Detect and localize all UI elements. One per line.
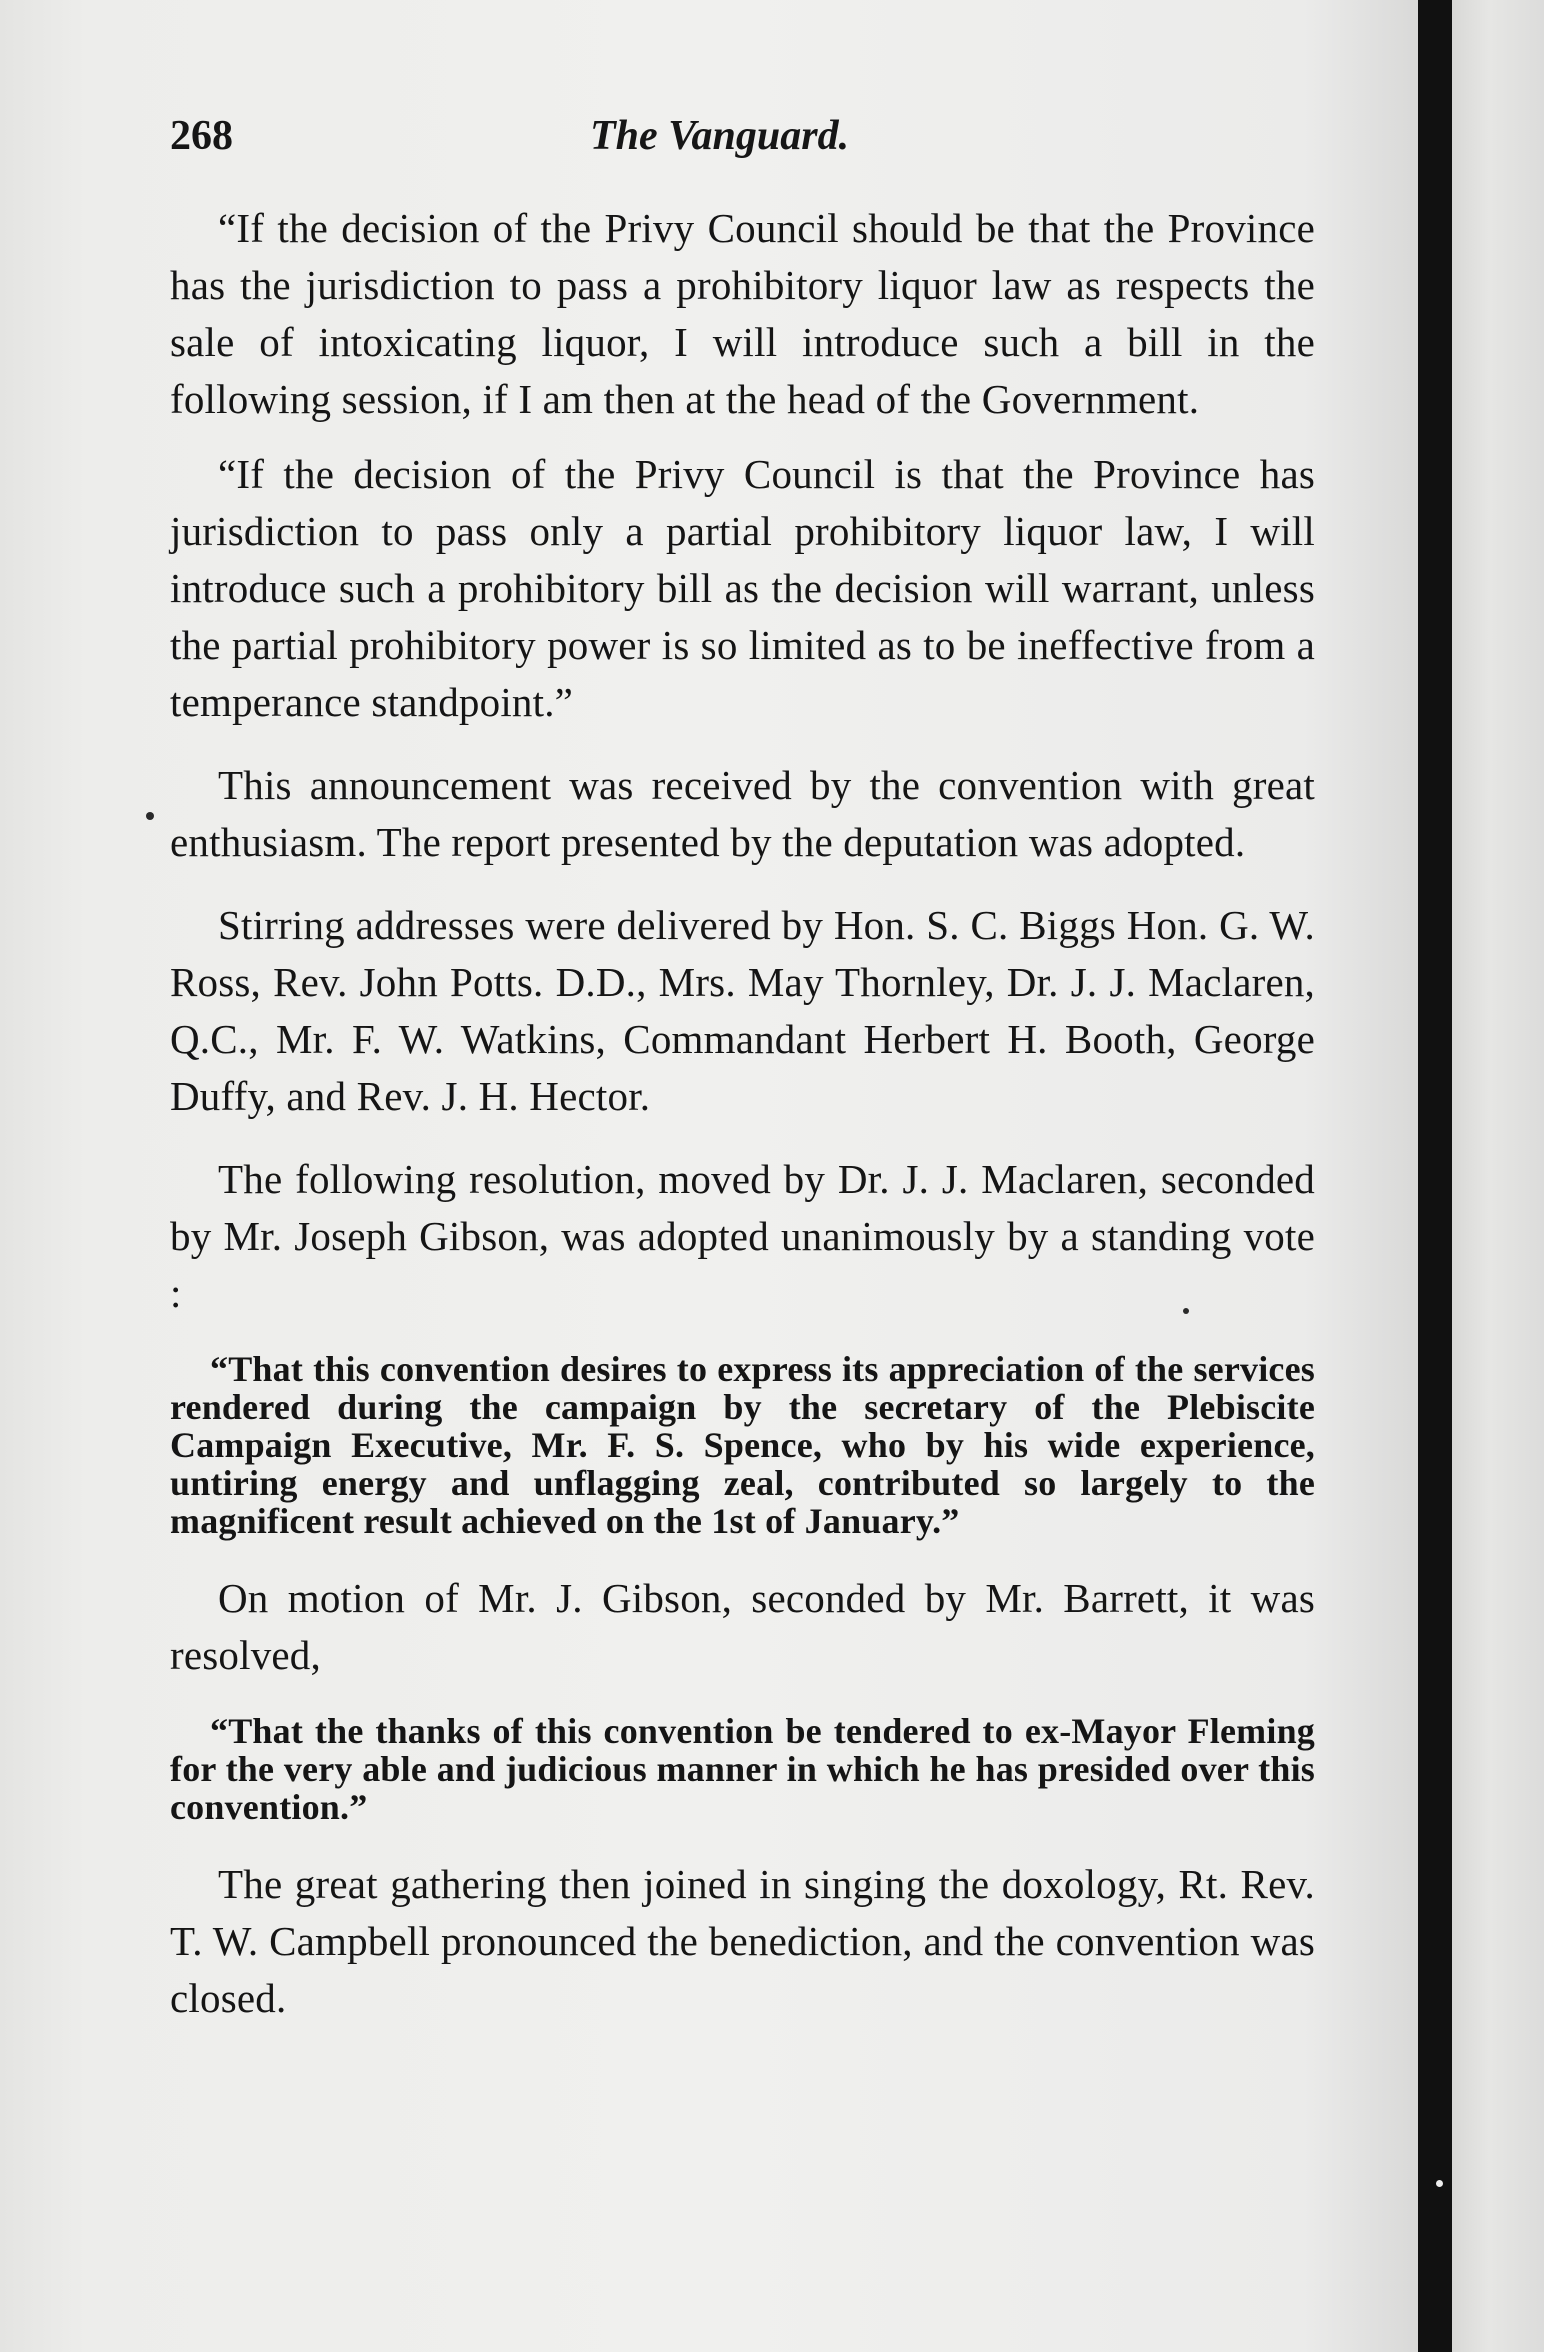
resolution-intro-paragraph: The following resolution, moved by Dr. J. J. Maclaren, seconded by Mr. Joseph Gibson, was adopted unanimously by a standing vote : (170, 1156, 1315, 1316)
addresses-paragraph: Stirring addresses were delivered by Hon. S. C. Biggs Hon. G. W. Ross, Rev. John Potts. D.D., Mrs. May Thornley, Dr. J. J. Maclaren, Q.C., Mr. F. W. Watkins, Commandant Herbert H. Booth, George Duffy, and Rev. J. H. Hector. (170, 902, 1315, 1119)
quote-paragraph-1: “If the decision of the Privy Council should be that the Province has the jurisdiction to pass a prohibitory liquor law as respects the sale of intoxicating liquor, I will introduce such a bill in the following session, if I am then at the head of the Government. (170, 205, 1315, 422)
adjacent-page-edge (1452, 0, 1544, 2352)
quote-paragraph-2: “If the decision of the Privy Council is that the Province has jurisdiction to pass only a partial prohibitory liquor law, I will introduce such a prohibitory bill as the decision will warrant, unless the partial prohibitory power is so limited as to be ineffective from a temperance standpoint.” (170, 451, 1315, 725)
closing-paragraph: The great gathering then joined in singing the doxology, Rt. Rev. T. W. Campbell pronounced the benediction, and the convention was closed. (170, 1861, 1315, 2021)
page-header (170, 112, 1320, 172)
thanks-quote: “That the thanks of this convention be tendered to ex-Mayor Fleming for the very able and judicious manner in which he has presided over this convention.” (170, 1711, 1315, 1827)
announcement-paragraph: This announcement was received by the convention with great enthusiasm. The report presented by the deputation was adopted. (170, 762, 1315, 865)
resolution-quote: “That this convention desires to express its appreciation of the services rendered during the campaign by the secretary of the Plebiscite Campaign Executive, Mr. F. S. Spence, who by his wide experience, untiring energy and unflagging zeal, contributed so largely to the magnificent result achieved on the 1st of January.” (170, 1349, 1315, 1541)
book-gutter (1418, 0, 1452, 2352)
running-title: The Vanguard. (590, 113, 850, 159)
scan-speck (1436, 2180, 1443, 2187)
page-number: 268 (170, 113, 233, 159)
motion-paragraph: On motion of Mr. J. Gibson, seconded by Mr. Barrett, it was resolved, (170, 1575, 1315, 1678)
scan-speck (146, 812, 154, 820)
page-body (170, 200, 1315, 2027)
